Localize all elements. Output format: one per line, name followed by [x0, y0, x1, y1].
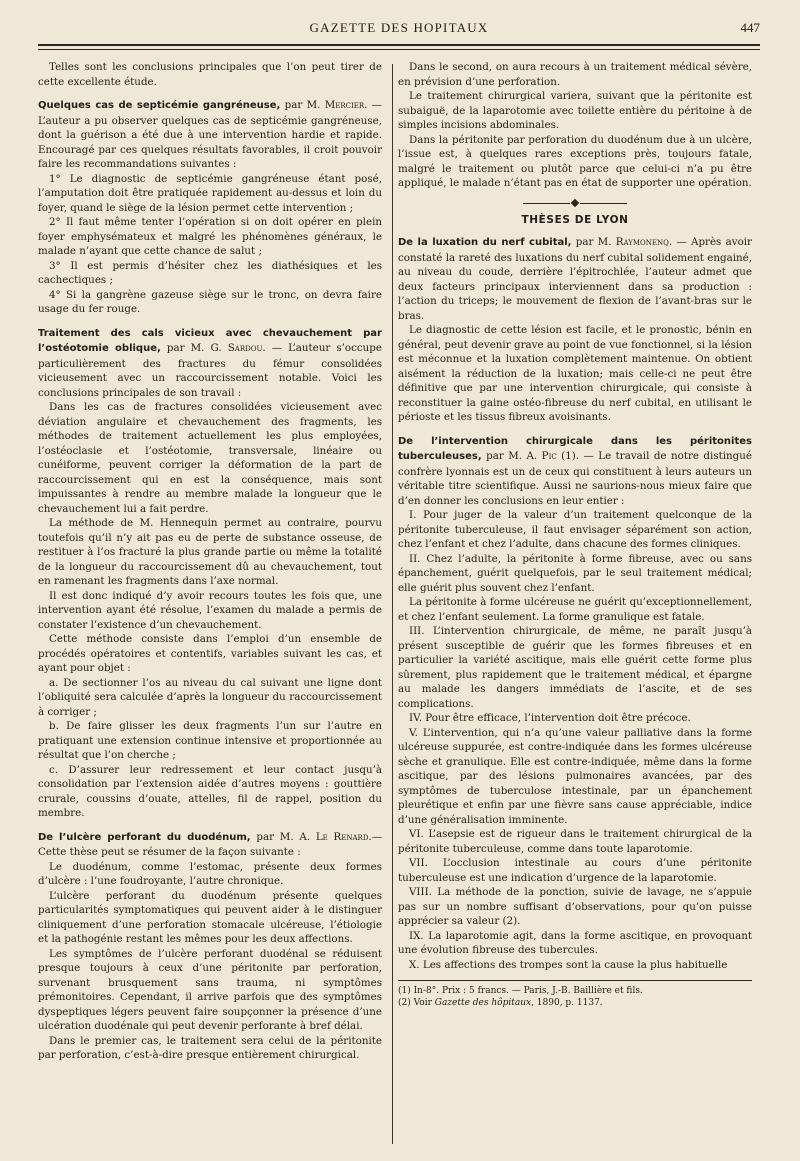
article-text: — Cette thèse peut se résumer de la façon suivante :: [38, 830, 383, 858]
article-peritonites: [398, 434, 752, 509]
article-septicemie: [38, 98, 382, 172]
paragraph: L’ulcère perforant du duodénum présente quelques particularités symptomatiques qui peuvent aider à le distinguer cliniquement d’une perforation stomacale ulcéreuse, l’étiologie et la pathogénie restant les mêmes pour les deux affections.: [38, 889, 382, 945]
section-heading: THÈSES DE LYON: [521, 213, 629, 226]
author-name: Sardou.: [227, 342, 266, 354]
article-cals-vicieux: [38, 326, 382, 401]
footnote: (1) In-8°. Prix : 5 francs. — Paris, J.-B. Baillière et fils.: [398, 986, 643, 996]
article-text: (1). — Le travail de notre distingué confrère lyonnais est un de ceux qui constituent à leurs auteurs un véritable titre scientifique. Aussi ne saurions-nous mieux faire que d’en donner les conclusions en leur entier :: [398, 450, 752, 507]
intro-paragraph: Telles sont les conclusions principales que l’on peut tirer de cette excellente étude.: [38, 61, 382, 88]
paragraph: Le duodénum, comme l’estomac, présente deux formes d’ulcère : l’une foudroyante, l’autre chronique.: [38, 860, 382, 887]
paragraph: Le diagnostic de cette lésion est facile, et le pronostic, bénin en général, peut devenir grave au point de vue fonctionnel, si la lésion est méconnue et la luxation complètement maintenue. On obtient aisément la réduction de la luxation; mais celle-ci ne peut être définitive que par une intervention chirurgicale, qui consiste à reconstituer la gaine ostéo-fibreuse du nerf cubital, en utilisant le périoste et les tissus fibreux avoisinants.: [398, 324, 752, 423]
list-item: La péritonite à forme ulcéreuse ne guérit qu’exceptionnellement, et chez l’enfant seulement. La forme granulique est fatale.: [398, 596, 752, 623]
footnote-citation: Gazette des hôpitaux,: [434, 998, 534, 1008]
article-title: De l’intervention chirurgicale dans les péritonites tuberculeuses,: [398, 435, 752, 462]
list-item: VIII. La méthode de la ponction, suivie de lavage, ne s’appuie pas sur un nombre suffisant d’observations, pour qu’on puisse apprécier sa valeur (2).: [398, 886, 752, 927]
list-item: a. De sectionner l’os au niveau du cal suivant une ligne dont l’obliquité sera calculée d’après la longueur du raccourcissement à corriger ;: [38, 676, 382, 718]
list-item: VI. L’asepsie est de rigueur dans le traitement chirurgical de la péritonite tuberculeuse, comme dans toute laparotomie.: [398, 828, 752, 855]
list-item: 2° Il faut même tenter l’opération si on doit opérer en plein foyer emphysémateux et malgré les phénomènes généraux, le malade n’ayant que cette chance de salut ;: [38, 216, 382, 257]
column-divider: [392, 64, 393, 1144]
footnote: [398, 997, 752, 1009]
byline: par M.: [571, 236, 616, 248]
list-item: 1° Le diagnostic de septicémie gangréneuse étant posé, l’amputation doit être pratiquée rapidement au-dessus et loin du foyer, quand le siège de la lésion permet cette intervention ;: [38, 172, 382, 214]
article-title: De la luxation du nerf cubital,: [398, 237, 572, 248]
paragraph: Les symptômes de l’ulcère perforant duodénal se réduisent presque toujours à ceux d’une péritonite par perforation, survenant brusquement sans trauma, ni symptômes prémonitoires. Cependant, il arrive parfois que des symptômes dyspeptiques légers peuvent faire soupçonner la présence d’une ulcération duodénale qui peut devenir perforante à bref délai.: [38, 947, 382, 1032]
right-column: [398, 60, 752, 1009]
list-item: I. Pour juger de la valeur d’un traitement quelconque de la péritonite tuberculeuse, il faut envisager séparément son action, chez l’enfant et chez l’adulte, dans chacune des formes cliniques.: [398, 509, 752, 550]
author-name: Pic: [541, 450, 557, 462]
article-title: Quelques cas de septicémie gangréneuse,: [38, 100, 281, 111]
author-name: Le Renard.: [315, 830, 372, 843]
header-rule-thin: [38, 49, 760, 50]
paragraph: Il est donc indiqué d’y avoir recours toutes les fois que, une intervention ayant été résolue, l’examen du malade a permis de constater l’existence d’un chevauchement.: [38, 589, 382, 631]
footnote-text: 1890, p. 1137.: [533, 998, 603, 1008]
diamond-icon: [570, 199, 580, 207]
list-item: II. Chez l’adulte, la péritonite à forme fibreuse, avec ou sans épanchement, guérit quelquefois, par le seul traitement médical; elle guérit plus souvent chez l’enfant.: [398, 552, 752, 594]
list-item: b. De faire glisser les deux fragments l’un sur l’autre en pratiquant une extension continue intensive et proportionnée au résultat que l’on cherche ;: [38, 720, 382, 761]
paragraph: Dans le second, on aura recours à un traitement médical sévère, en prévision d’une perforation.: [398, 61, 752, 88]
article-text: — L’auteur a pu observer quelques cas de septicémie gangréneuse, dont la guérison a été due à une intervention hardie et rapide. Encouragé par ces quelques résultats favorables, il croit pouvoir faire les recommandations suivantes :: [38, 99, 382, 170]
article-title: De l’ulcère perforant du duodénum,: [38, 831, 251, 843]
author-name: Mercier.: [324, 99, 368, 111]
list-item: X. Les affections des trompes sont la cause la plus habituelle: [409, 958, 728, 971]
article-ulcere-duodenum: [38, 830, 382, 860]
paragraph: Dans la péritonite par perforation du duodénum due à un ulcère, l’issue est, à quelques rares exceptions près, toujours fatale, malgré le traitement ou plutôt parce que celui-ci n’a pu être appliqué, le malade n’étant pas en état de supporter une opération.: [398, 133, 752, 189]
left-column: [38, 60, 382, 1063]
list-item: VII. L’occlusion intestinale au cours d’une péritonite tuberculeuse est une indication d’urgence de la laparotomie.: [398, 857, 752, 884]
header-rule-thick: [38, 44, 760, 46]
paragraph: Dans le premier cas, le traitement sera celui de la péritonite par perforation, c’est-à-dire presque entièrement chirurgical.: [38, 1034, 382, 1061]
article-text: — L’auteur s’occupe particulièrement des fractures du fémur consolidées vicieusement avec un raccourcissement notable. Voici les conclusions principales de son travail :: [38, 342, 382, 399]
list-item: III. L’intervention chirurgicale, de même, ne paraît jusqu’à présent susceptible de guérir que les formes fibreuses et en particulier la variété ascitique, mais elle guérit cette forme plus sûrement, plus rapidement que le traitement médical, et épargne au malade les dangers immédiats de l’ascite, et de ses complications.: [398, 625, 752, 710]
list-item: 4° Si la gangrène gazeuse siège sur le tronc, on devra faire usage du fer rouge.: [38, 288, 382, 315]
list-item: V. L’intervention, qui n’a qu’une valeur palliative dans la forme ulcéreuse suppurée, est contre-indiquée dans les formes ulcéreuse sèche et granulique. Elle est contre-indiquée, même dans la forme ascitique, par des lésions pulmonaires avancées, par des symptômes de tuberculose intestinale, par un épanchement pleurétique et enfin par une fièvre sans cause appréciable, indice d’une généralisation imminente.: [398, 726, 752, 826]
list-item: 3° Il est permis d’hésiter chez les diathésiques et les cachectiques ;: [38, 259, 382, 286]
paragraph: Dans les cas de fractures consolidées vicieusement avec déviation angulaire et chevauchement des fragments, les méthodes de traitement actuellement les plus employées, l’ostéoclasie et l’ostéotomie, transversale, linéaire ou cunéiforme, peuvent corriger la déformation de la part de raccourcissement qui en est la conséquence, mais sont impuissantes à rendre au membre malade la longueur que le chevauchement lui a fait perdre.: [38, 401, 382, 515]
section-ornament: [398, 199, 752, 207]
journal-title: GAZETTE DES HOPITAUX: [309, 20, 489, 35]
article-text: — Après avoir constaté la rareté des luxations du nerf cubital solidement engainé, au niveau du coude, derrière l’épitrochlée, l’auteur admet que deux facteurs principaux interviennent dans sa production : l’action du triceps; le mouvement de flexion de l’avant-bras sur le bras.: [398, 236, 752, 322]
page-header: [38, 18, 760, 40]
article-luxation-cubital: [398, 235, 752, 323]
paragraph: La méthode de M. Hennequin permet au contraire, pourvu toutefois qu’il n’y ait pas eu de perte de substance osseuse, de restituer à l’os fracturé la plus grande partie ou même la totalité de la longueur du raccourcissement dû au chevauchement, tout en ramenant les fragments dans l’axe normal.: [38, 517, 382, 587]
byline: par M.: [280, 99, 325, 111]
paragraph: Le traitement chirurgical variera, suivant que la péritonite est subaiguë, de la laparotomie avec toilette entière du péritoine à de simples incisions abdominales.: [398, 90, 752, 131]
paragraph: Cette méthode consiste dans l’emploi d’un ensemble de procédés opératoires et contentifs, variables suivant les cas, et ayant pour objet :: [38, 633, 382, 674]
list-item: c. D’assurer leur redressement et leur contact jusqu’à consolidation par l’extension aidée d’autres moyens : gouttière crurale, coussins d’ouate, attelles, fil de rappel, position du membre.: [38, 763, 382, 819]
author-name: Raymonenq.: [615, 236, 673, 248]
list-item: IX. La laparotomie agit, dans la forme ascitique, en provoquant une évolution fibreuse des tubercules.: [398, 929, 752, 956]
footnote-rule: [398, 980, 752, 981]
byline: par M. A.: [481, 450, 542, 462]
footnote-text: (2) Voir: [398, 998, 435, 1008]
byline: par M. A.: [250, 830, 316, 843]
list-item: IV. Pour être efficace, l’intervention doit être précoce.: [409, 712, 691, 724]
page-number: 447: [740, 20, 760, 35]
byline: par M. G.: [160, 342, 228, 354]
article-title: Traitement des cals vicieux avec chevauchement par l’ostéotomie oblique,: [38, 327, 382, 354]
